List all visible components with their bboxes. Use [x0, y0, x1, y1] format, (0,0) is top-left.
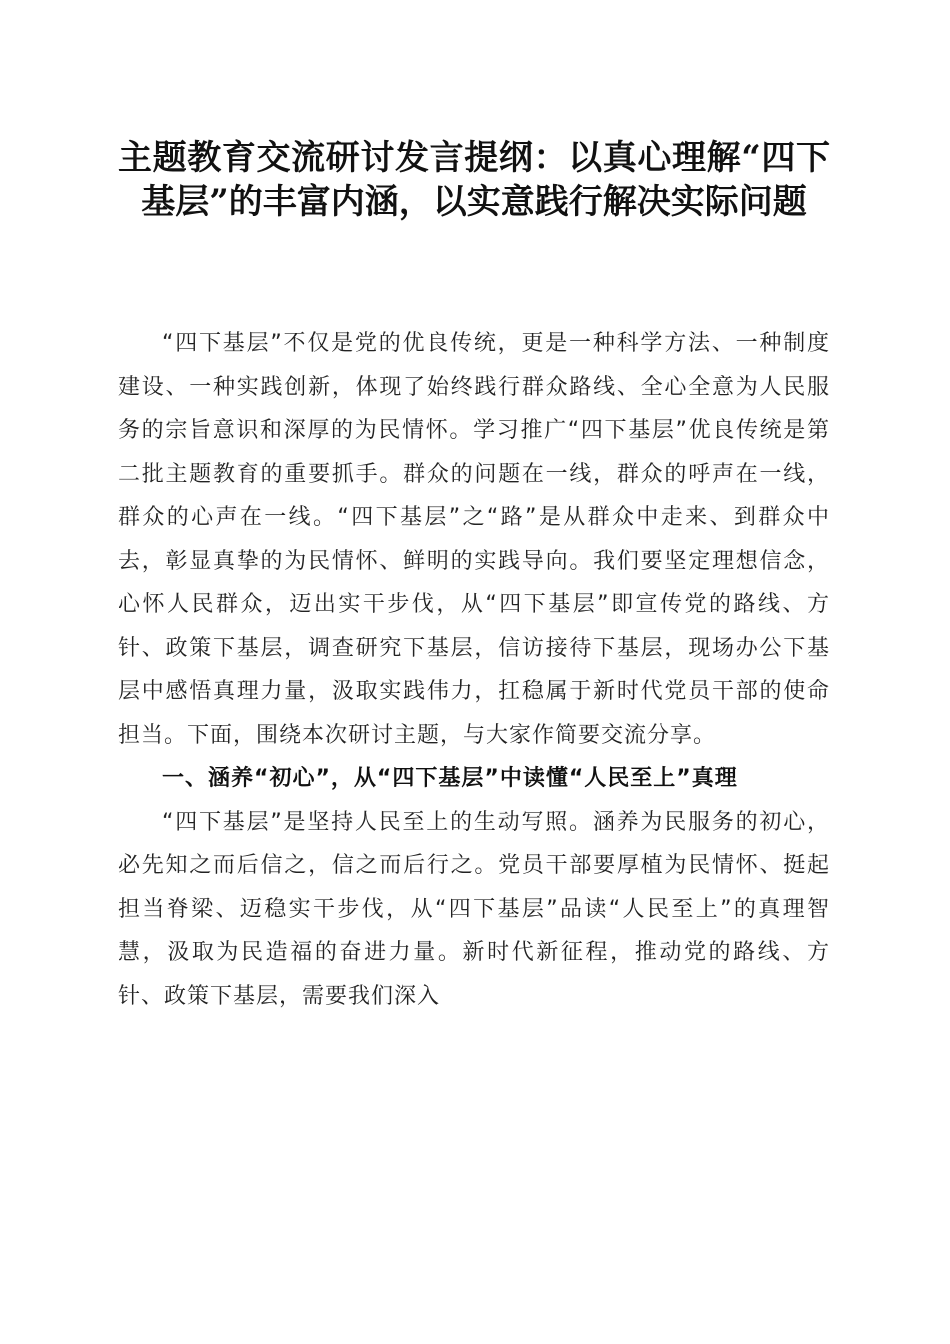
section-heading: 一、涵养“初心”，从“四下基层”中读懂“人民至上”真理 [162, 766, 738, 791]
intro-paragraph: “四下基层”不仅是党的优良传统，更是一种科学方法、一种制度建设、一种实践创新，体现了始终践行群众路线、全心全意为人民服务的宗旨意识和深厚的为民情怀。学习推广“四下基层”优良传统是第二批主题教育的重要抓手。群众的问题在一线，群众的呼声在一线，群众的心声在一线。“四下基层”之“路”是从群众中走来、到群众中去，彰显真挚的为民情怀、鲜明的实践导向。我们要坚定理想信念，心怀人民群众，迈出实干步伐，从“四下基层”即宣传党的路线、方针、政策下基层，调查研究下基层，信访接待下基层，现场办公下基层中感悟真理力量，汲取实践伟力，扛稳属于新时代党员干部的使命担当。下面，围绕本次研讨主题，与大家作简要交流分享。 [118, 331, 830, 748]
section-paragraph: “四下基层”是坚持人民至上的生动写照。涵养为民服务的初心，必先知之而后信之，信之而后行之。党员干部要厚植为民情怀、挺起担当脊梁、迈稳实干步伐，从“四下基层”品读“人民至上”的真理智慧，汲取为民造福的奋进力量。新时代新征程，推动党的路线、方针、政策下基层，需要我们深入 [118, 809, 830, 1009]
document-title: 主题教育交流研讨发言提纲：以真心理解“四下基层”的丰富内涵，以实意践行解决实际问题 [118, 138, 830, 222]
document-body [118, 322, 830, 1018]
